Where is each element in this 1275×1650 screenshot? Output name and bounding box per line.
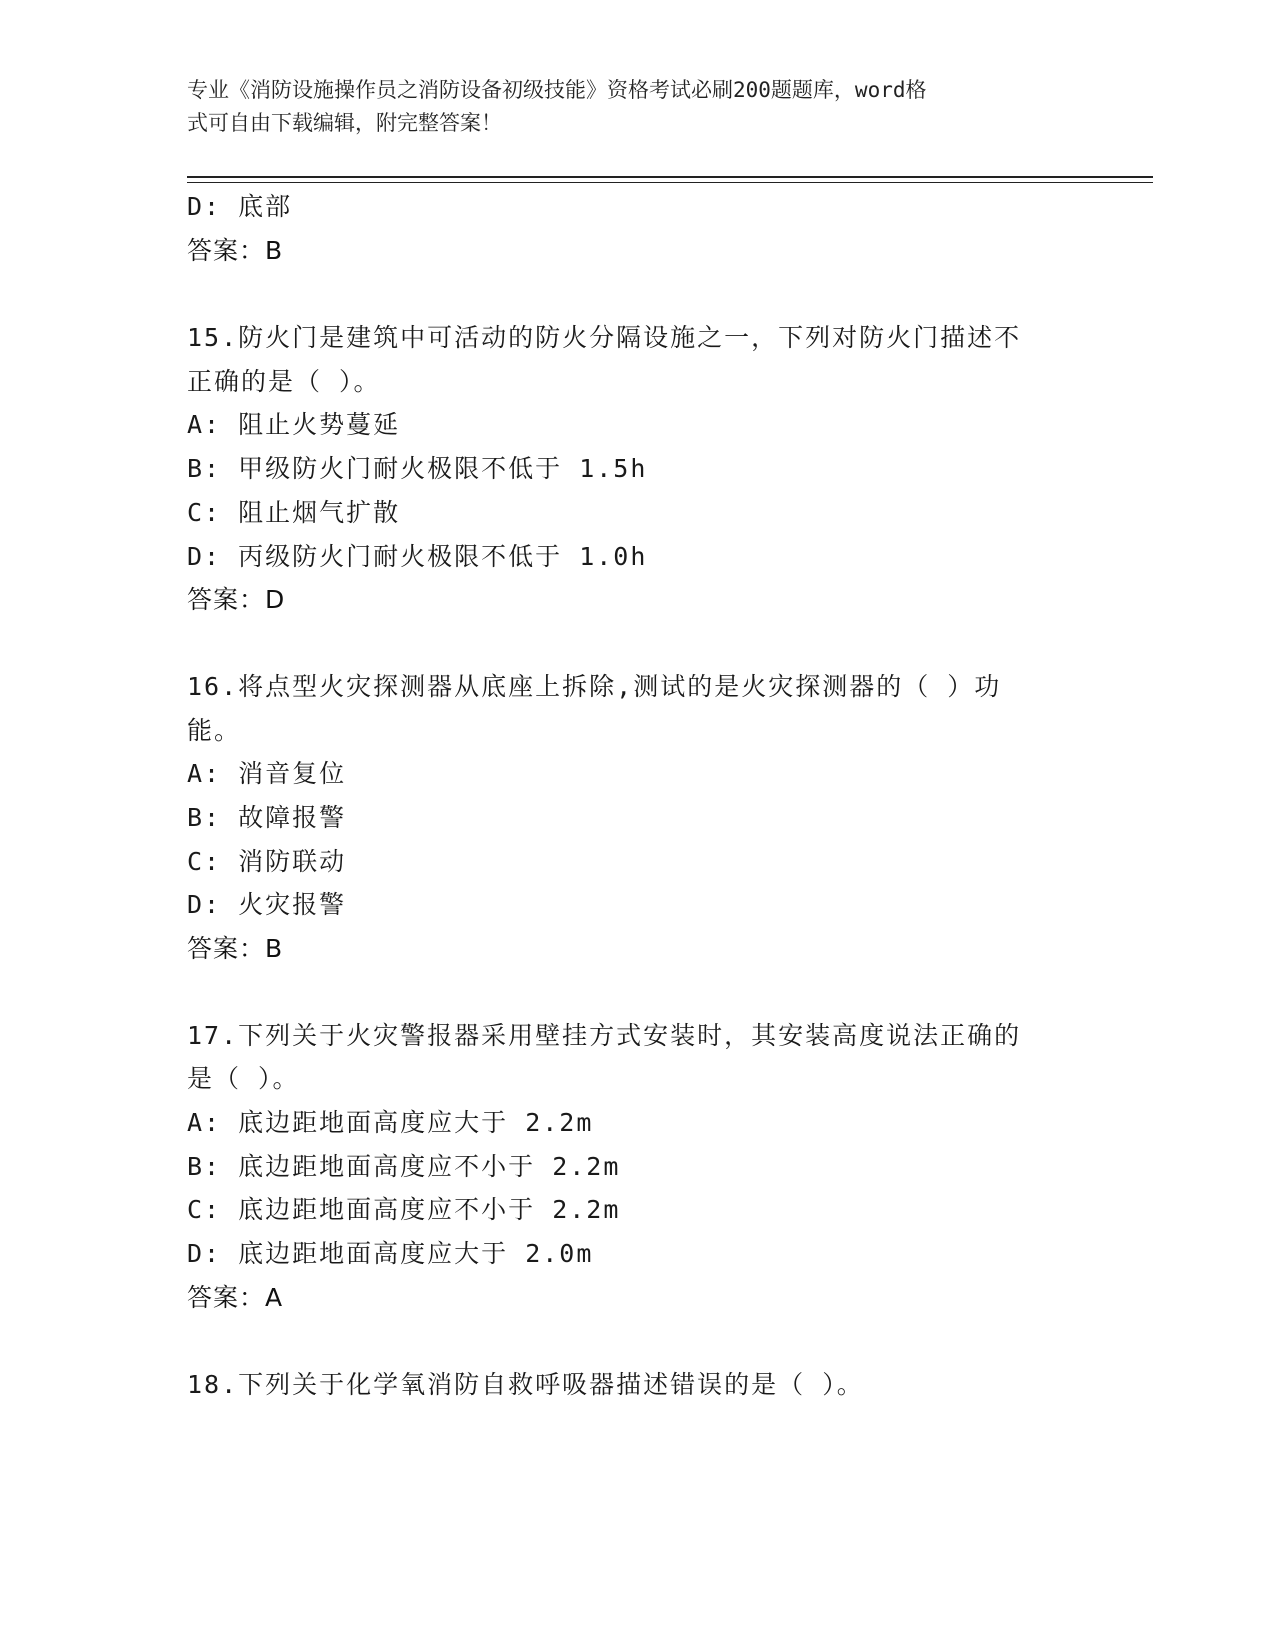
q16-option-b: B: 故障报警 (187, 803, 347, 832)
q17-option-b: B: 底边距地面高度应不小于 2.2m (187, 1152, 621, 1181)
prev-answer: 答案：B (187, 236, 284, 265)
q17-answer: 答案：A (187, 1283, 284, 1312)
header-line-1: 专业《消防设施操作员之消防设备初级技能》资格考试必刷200题题库，word格 (187, 78, 927, 102)
header-rule-thin (187, 182, 1153, 183)
page-header (187, 74, 1067, 140)
q15-option-b: B: 甲级防火门耐火极限不低于 1.5h (187, 454, 648, 483)
q15-option-a: A: 阻止火势蔓延 (187, 410, 401, 439)
header-line-2: 式可自由下载编辑，附完整答案！ (187, 111, 502, 135)
q16-option-c: C: 消防联动 (187, 847, 347, 876)
q16-stem-line-2: 能。 (187, 716, 242, 745)
q15-answer: 答案：D (187, 585, 286, 614)
q16-stem-line-1: 16.将点型火灾探测器从底座上拆除,测试的是火灾探测器的（ ）功 (187, 672, 1002, 701)
q16-option-a: A: 消音复位 (187, 759, 347, 788)
q17-stem-line-2: 是（ ）。 (187, 1064, 300, 1093)
q18-stem-line-1: 18.下列关于化学氧消防自救呼吸器描述错误的是（ ）。 (187, 1370, 864, 1399)
q17-option-c: C: 底边距地面高度应不小于 2.2m (187, 1195, 621, 1224)
prev-option-d: D: 底部 (187, 192, 293, 221)
q16-option-d: D: 火灾报警 (187, 890, 347, 919)
q17-option-a: A: 底边距地面高度应大于 2.2m (187, 1108, 594, 1137)
header-rule-thick (187, 176, 1153, 178)
q15-option-d: D: 丙级防火门耐火极限不低于 1.0h (187, 542, 648, 571)
q17-stem-line-1: 17.下列关于火灾警报器采用壁挂方式安装时，其安装高度说法正确的 (187, 1021, 1022, 1050)
q15-option-c: C: 阻止烟气扩散 (187, 498, 401, 527)
q17-option-d: D: 底边距地面高度应大于 2.0m (187, 1239, 594, 1268)
q15-stem-line-2: 正确的是（ ）。 (187, 367, 381, 396)
q15-stem-line-1: 15.防火门是建筑中可活动的防火分隔设施之一，下列对防火门描述不 (187, 323, 1022, 352)
q16-answer: 答案：B (187, 934, 284, 963)
